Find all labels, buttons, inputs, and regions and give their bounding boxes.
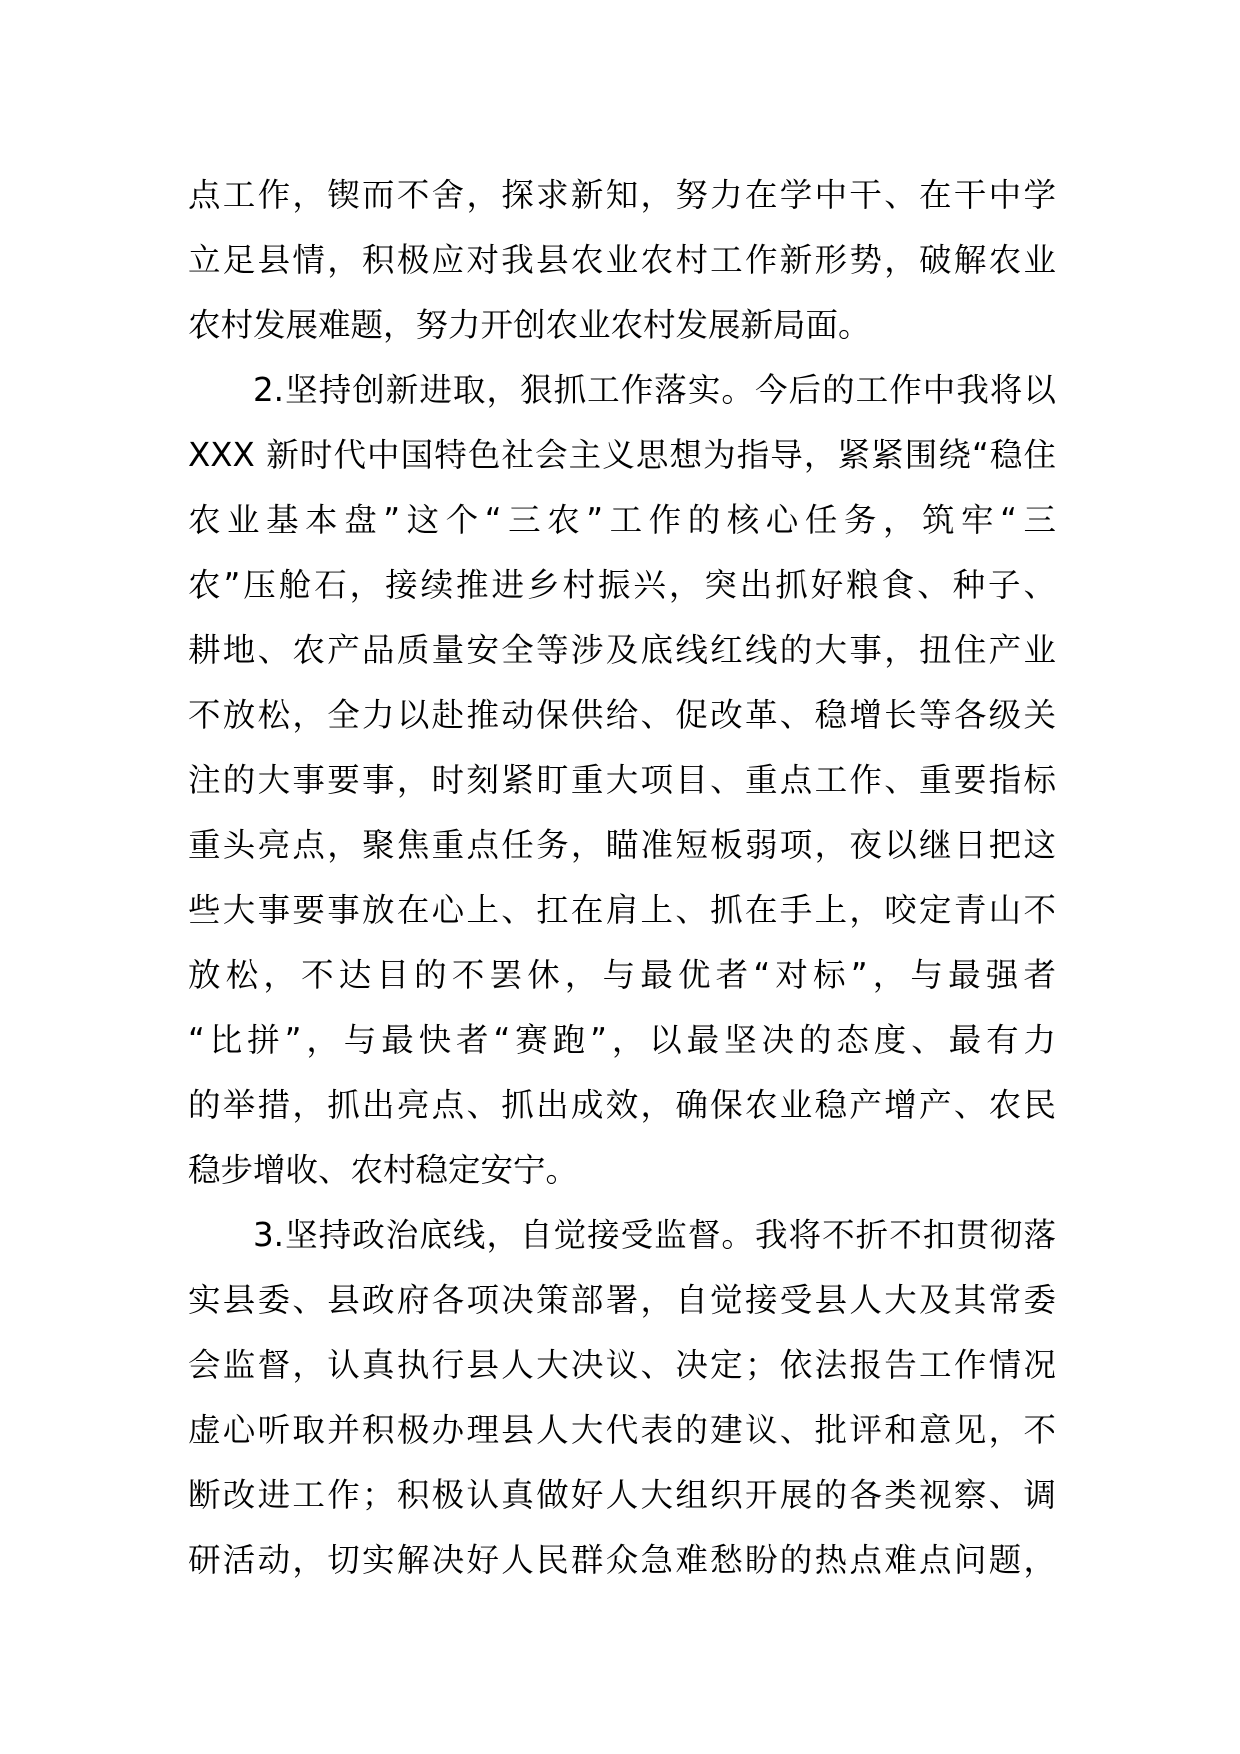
text-line: 会监督，认真执行县人大决议、决定；依法报告工作情况 bbox=[188, 1346, 1056, 1384]
text-line: 虚心听取并积极办理县人大代表的建议、批评和意见，不 bbox=[188, 1411, 1056, 1449]
text-line: 点工作，锲而不舍，探求新知，努力在学中干、在干中学 bbox=[188, 176, 1056, 214]
text-line: 耕地、农产品质量安全等涉及底线红线的大事，扭住产业 bbox=[188, 631, 1056, 669]
body-text bbox=[188, 163, 1056, 1593]
paragraph-start-line: 2.坚持创新进取，狠抓工作落实。今后的工作中我将以 bbox=[253, 371, 1056, 409]
text-line: 立足县情，积极应对我县农业农村工作新形势，破解农业 bbox=[188, 241, 1056, 279]
text-line: 重头亮点，聚焦重点任务，瞄准短板弱项，夜以继日把这 bbox=[188, 826, 1056, 864]
text-line: XXX 新时代中国特色社会主义思想为指导，紧紧围绕“稳住 bbox=[188, 436, 1056, 474]
text-line: “比拼”，与最快者“赛跑”，以最坚决的态度、最有力 bbox=[188, 1021, 1056, 1059]
text-line: 农业基本盘”这个“三农”工作的核心任务，筑牢“三 bbox=[188, 501, 1056, 539]
text-line: 农村发展难题，努力开创农业农村发展新局面。 bbox=[188, 306, 871, 344]
paragraph-start-line: 3.坚持政治底线，自觉接受监督。我将不折不扣贯彻落 bbox=[253, 1216, 1056, 1254]
text-line: 注的大事要事，时刻紧盯重大项目、重点工作、重要指标 bbox=[188, 761, 1056, 799]
text-line: 放松，不达目的不罢休，与最优者“对标”，与最强者 bbox=[188, 956, 1056, 994]
text-line: 稳步增收、农村稳定安宁。 bbox=[188, 1151, 579, 1189]
text-line: 研活动，切实解决好人民群众急难愁盼的热点难点问题， bbox=[188, 1541, 1056, 1579]
text-line: 断改进工作；积极认真做好人大组织开展的各类视察、调 bbox=[188, 1476, 1056, 1514]
text-line: 农”压舱石，接续推进乡村振兴，突出抓好粮食、种子、 bbox=[188, 566, 1056, 604]
text-line: 不放松，全力以赴推动保供给、促改革、稳增长等各级关 bbox=[188, 696, 1056, 734]
text-line: 的举措，抓出亮点、抓出成效，确保农业稳产增产、农民 bbox=[188, 1086, 1056, 1124]
text-line: 实县委、县政府各项决策部署，自觉接受县人大及其常委 bbox=[188, 1281, 1056, 1319]
text-line: 些大事要事放在心上、扛在肩上、抓在手上，咬定青山不 bbox=[188, 891, 1056, 929]
